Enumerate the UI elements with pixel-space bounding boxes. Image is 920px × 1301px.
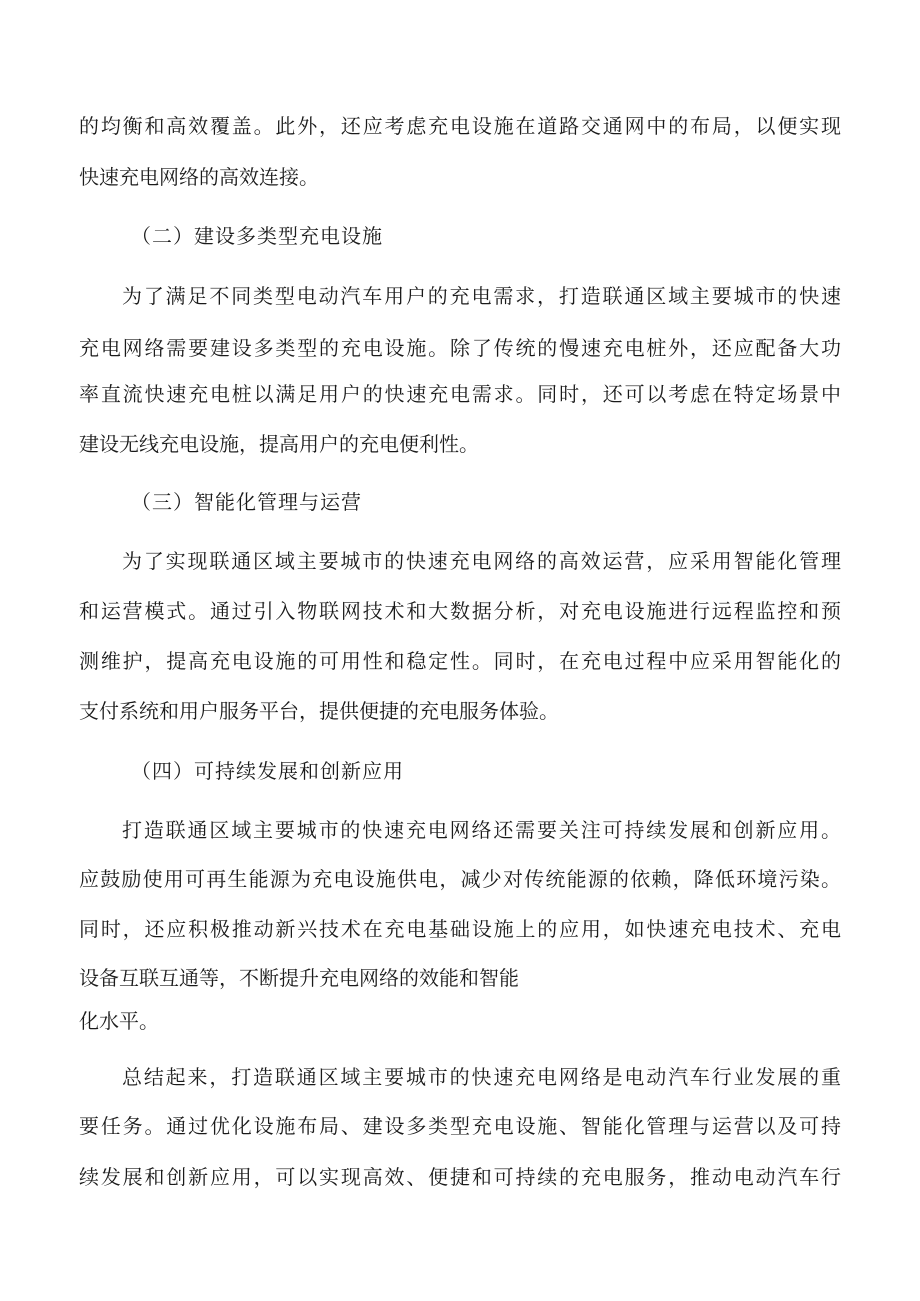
section-4-line-2: 应鼓励使用可再生能源为充电设施供电，减少对传统能源的依赖，降低环境污染。 — [79, 867, 841, 891]
section-4-line-1: 打造联通区域主要城市的快速充电网络还需要关注可持续发展和创新应用。 — [122, 818, 841, 842]
summary-line-2: 要任务。通过优化设施布局、建设多类型充电设施、智能化管理与运营以及可持 — [79, 1114, 841, 1138]
section-2-line-2: 充电网络需要建设多类型的充电设施。除了传统的慢速充电桩外，还应配备大功 — [79, 336, 841, 360]
section-2-line-4: 建设无线充电设施，提高用户的充电便利性。 — [79, 432, 479, 456]
summary-line-1: 总结起来，打造联通区域主要城市的快速充电网络是电动汽车行业发展的重 — [122, 1065, 841, 1089]
section-2-heading: （二）建设多类型充电设施 — [131, 224, 383, 248]
section-3-heading: （三）智能化管理与运营 — [131, 490, 362, 514]
section-3-line-3: 测维护，提高充电设施的可用性和稳定性。同时，在充电过程中应采用智能化的 — [79, 649, 841, 673]
section-2-line-1: 为了满足不同类型电动汽车用户的充电需求，打造联通区域主要城市的快速 — [122, 284, 841, 308]
summary-line-3: 续发展和创新应用，可以实现高效、便捷和可持续的充电服务，推动电动汽车行 — [79, 1165, 841, 1189]
section-3-line-1: 为了实现联通区域主要城市的快速充电网络的高效运营，应采用智能化管理 — [122, 549, 841, 573]
intro-line-2: 快速充电网络的高效连接。 — [79, 165, 319, 189]
section-4-heading: （四）可持续发展和创新应用 — [131, 759, 404, 783]
section-3-line-2: 和运营模式。通过引入物联网技术和大数据分析，对充电设施进行远程监控和预 — [79, 599, 841, 623]
intro-line-1: 的均衡和高效覆盖。此外，还应考虑充电设施在道路交通网中的布局，以便实现 — [79, 114, 841, 138]
section-4-line-3: 同时，还应积极推动新兴技术在充电基础设施上的应用，如快速充电技术、充电 — [79, 917, 841, 941]
section-2-line-3: 率直流快速充电桩以满足用户的快速充电需求。同时，还可以考虑在特定场景中 — [79, 382, 841, 406]
section-3-line-4: 支付系统和用户服务平台，提供便捷的充电服务体验。 — [79, 699, 559, 723]
section-4-line-5: 化水平。 — [79, 1009, 159, 1033]
section-4-line-4: 设备互联互通等，不断提升充电网络的效能和智能 — [79, 966, 519, 990]
